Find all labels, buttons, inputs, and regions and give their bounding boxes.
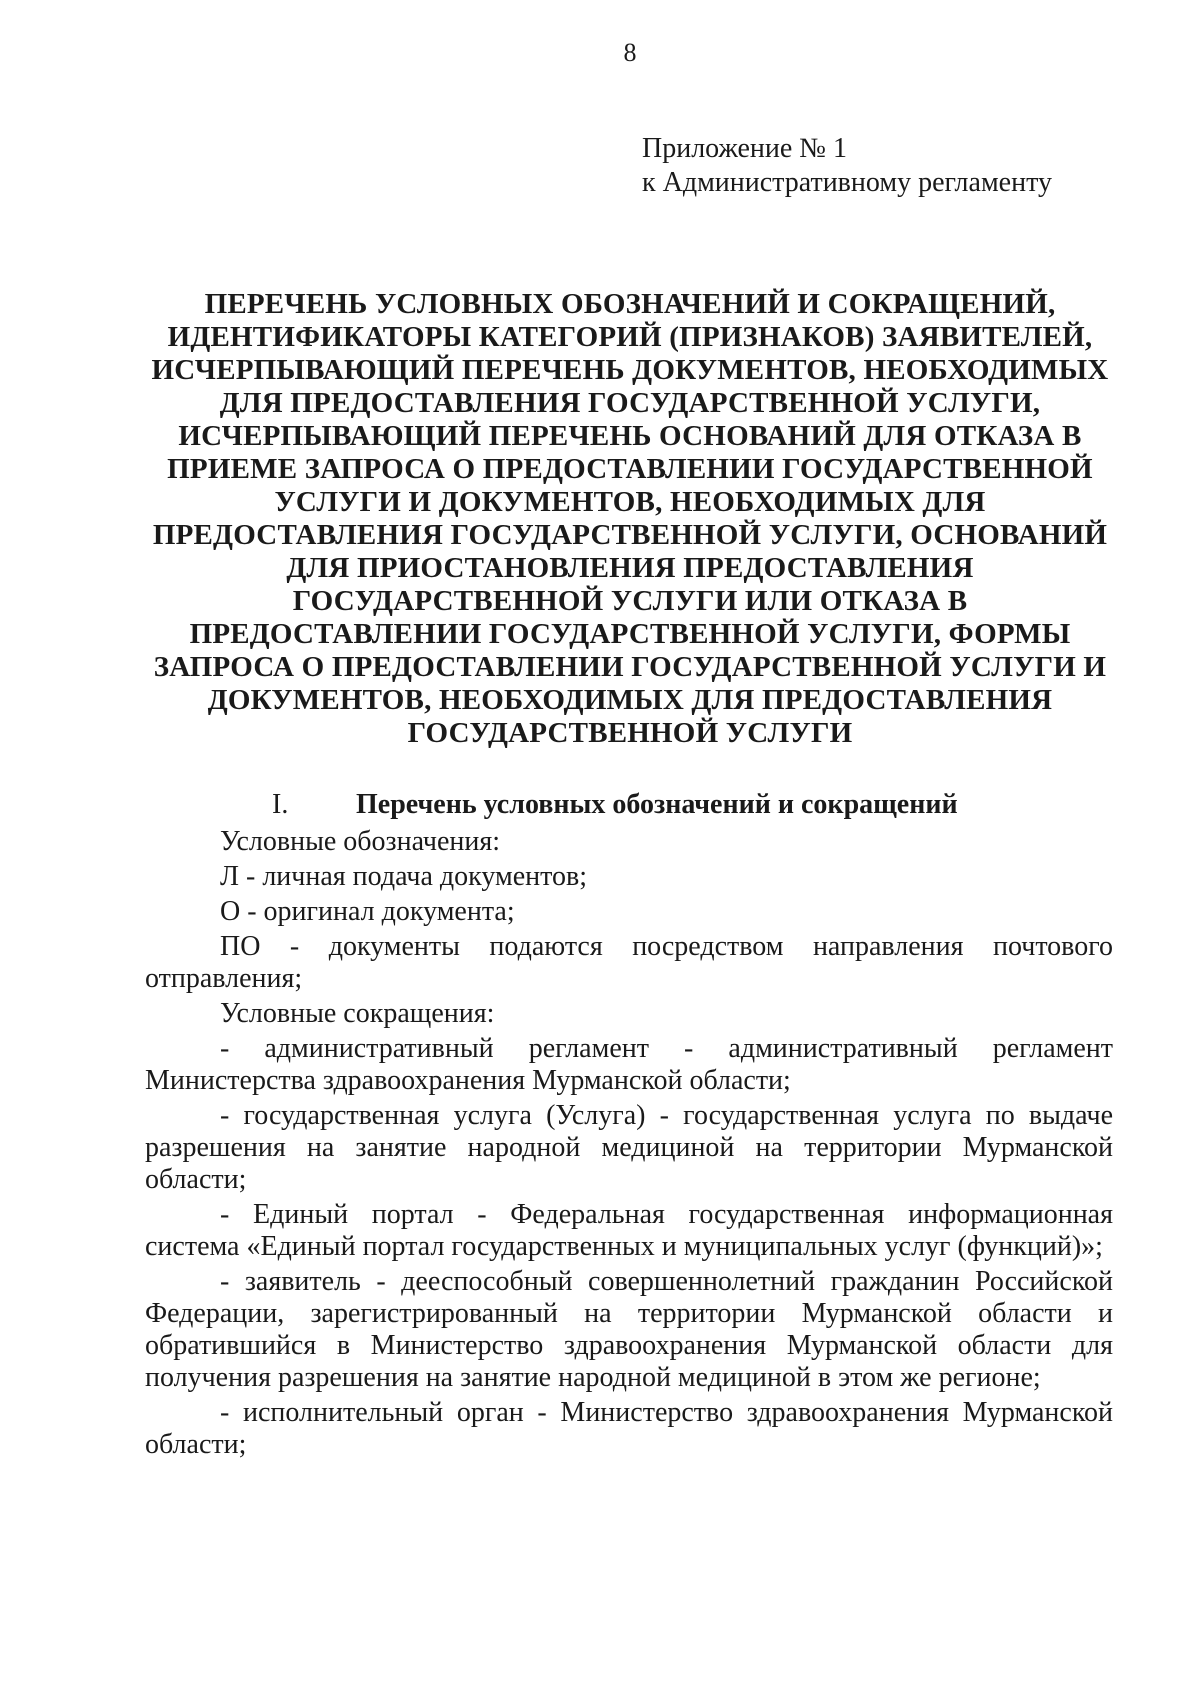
- title-line: ДЛЯ ПРИОСТАНОВЛЕНИЯ ПРЕДОСТАВЛЕНИЯ: [286, 552, 974, 584]
- appendix-note: [642, 132, 1052, 200]
- body-text: [145, 826, 1113, 1464]
- title-line: ИДЕНТИФИКАТОРЫ КАТЕГОРИЙ (ПРИЗНАКОВ) ЗАЯВИТЕЛЕЙ,: [167, 321, 1093, 353]
- title-line: ПРЕДОСТАВЛЕНИИ ГОСУДАРСТВЕННОЙ УСЛУГИ, ФОРМЫ: [189, 618, 1071, 650]
- paragraph: - исполнительный орган - Министерство здравоохранения Мурманской области;: [145, 1397, 1113, 1460]
- title-line: ПРИЕМЕ ЗАПРОСА О ПРЕДОСТАВЛЕНИИ ГОСУДАРСТВЕННОЙ: [167, 453, 1093, 485]
- paragraph: - административный регламент - административный регламент Министерства здравоохранения Мурманской области;: [145, 1033, 1113, 1096]
- title-line: ГОСУДАРСТВЕННОЙ УСЛУГИ ИЛИ ОТКАЗА В: [292, 585, 968, 617]
- paragraph: - заявитель - дееспособный совершеннолетний гражданин Российской Федерации, зарегистрированный на территории Мурманской области и обратившийся в Министерство здравоохранения Мурманской области для получения разрешения на занятие народной медициной в этом же регионе;: [145, 1266, 1113, 1393]
- title-line: ПРЕДОСТАВЛЕНИЯ ГОСУДАРСТВЕННОЙ УСЛУГИ, ОСНОВАНИЙ: [152, 519, 1108, 551]
- paragraph: О - оригинал документа;: [220, 896, 515, 927]
- document-title: [140, 288, 1120, 750]
- paragraph: - Единый портал - Федеральная государственная информационная система «Единый портал государственных и муниципальных услуг (функций)»;: [145, 1199, 1113, 1262]
- title-line: ГОСУДАРСТВЕННОЙ УСЛУГИ: [407, 717, 853, 749]
- title-line: ПЕРЕЧЕНЬ УСЛОВНЫХ ОБОЗНАЧЕНИЙ И СОКРАЩЕНИЙ,: [204, 288, 1056, 320]
- appendix-line-1: Приложение № 1: [642, 133, 847, 164]
- title-line: ДОКУМЕНТОВ, НЕОБХОДИМЫХ ДЛЯ ПРЕДОСТАВЛЕНИЯ: [207, 684, 1053, 716]
- section-title: Перечень условных обозначений и сокращений: [356, 789, 958, 820]
- section-heading: [272, 788, 958, 822]
- title-line: ЗАПРОСА О ПРЕДОСТАВЛЕНИИ ГОСУДАРСТВЕННОЙ УСЛУГИ И: [153, 651, 1107, 683]
- page-number: 8: [623, 38, 637, 67]
- paragraph: ПО - документы подаются посредством направления почтового отправления;: [145, 931, 1113, 994]
- title-line: ДЛЯ ПРЕДОСТАВЛЕНИЯ ГОСУДАРСТВЕННОЙ УСЛУГИ,: [219, 387, 1041, 419]
- paragraph: Условные сокращения:: [220, 998, 495, 1029]
- paragraph: Л - личная подача документов;: [220, 861, 587, 892]
- appendix-line-2: к Административному регламенту: [642, 167, 1052, 198]
- paragraph: Условные обозначения:: [220, 826, 501, 857]
- title-line: УСЛУГИ И ДОКУМЕНТОВ, НЕОБХОДИМЫХ ДЛЯ: [274, 486, 986, 518]
- paragraph: - государственная услуга (Услуга) - государственная услуга по выдаче разрешения на занятие народной медициной на территории Мурманской области;: [145, 1100, 1113, 1195]
- section-number: I.: [272, 789, 289, 820]
- title-line: ИСЧЕРПЫВАЮЩИЙ ПЕРЕЧЕНЬ ОСНОВАНИЙ ДЛЯ ОТКАЗА В: [178, 420, 1082, 452]
- title-line: ИСЧЕРПЫВАЮЩИЙ ПЕРЕЧЕНЬ ДОКУМЕНТОВ, НЕОБХОДИМЫХ: [151, 354, 1109, 386]
